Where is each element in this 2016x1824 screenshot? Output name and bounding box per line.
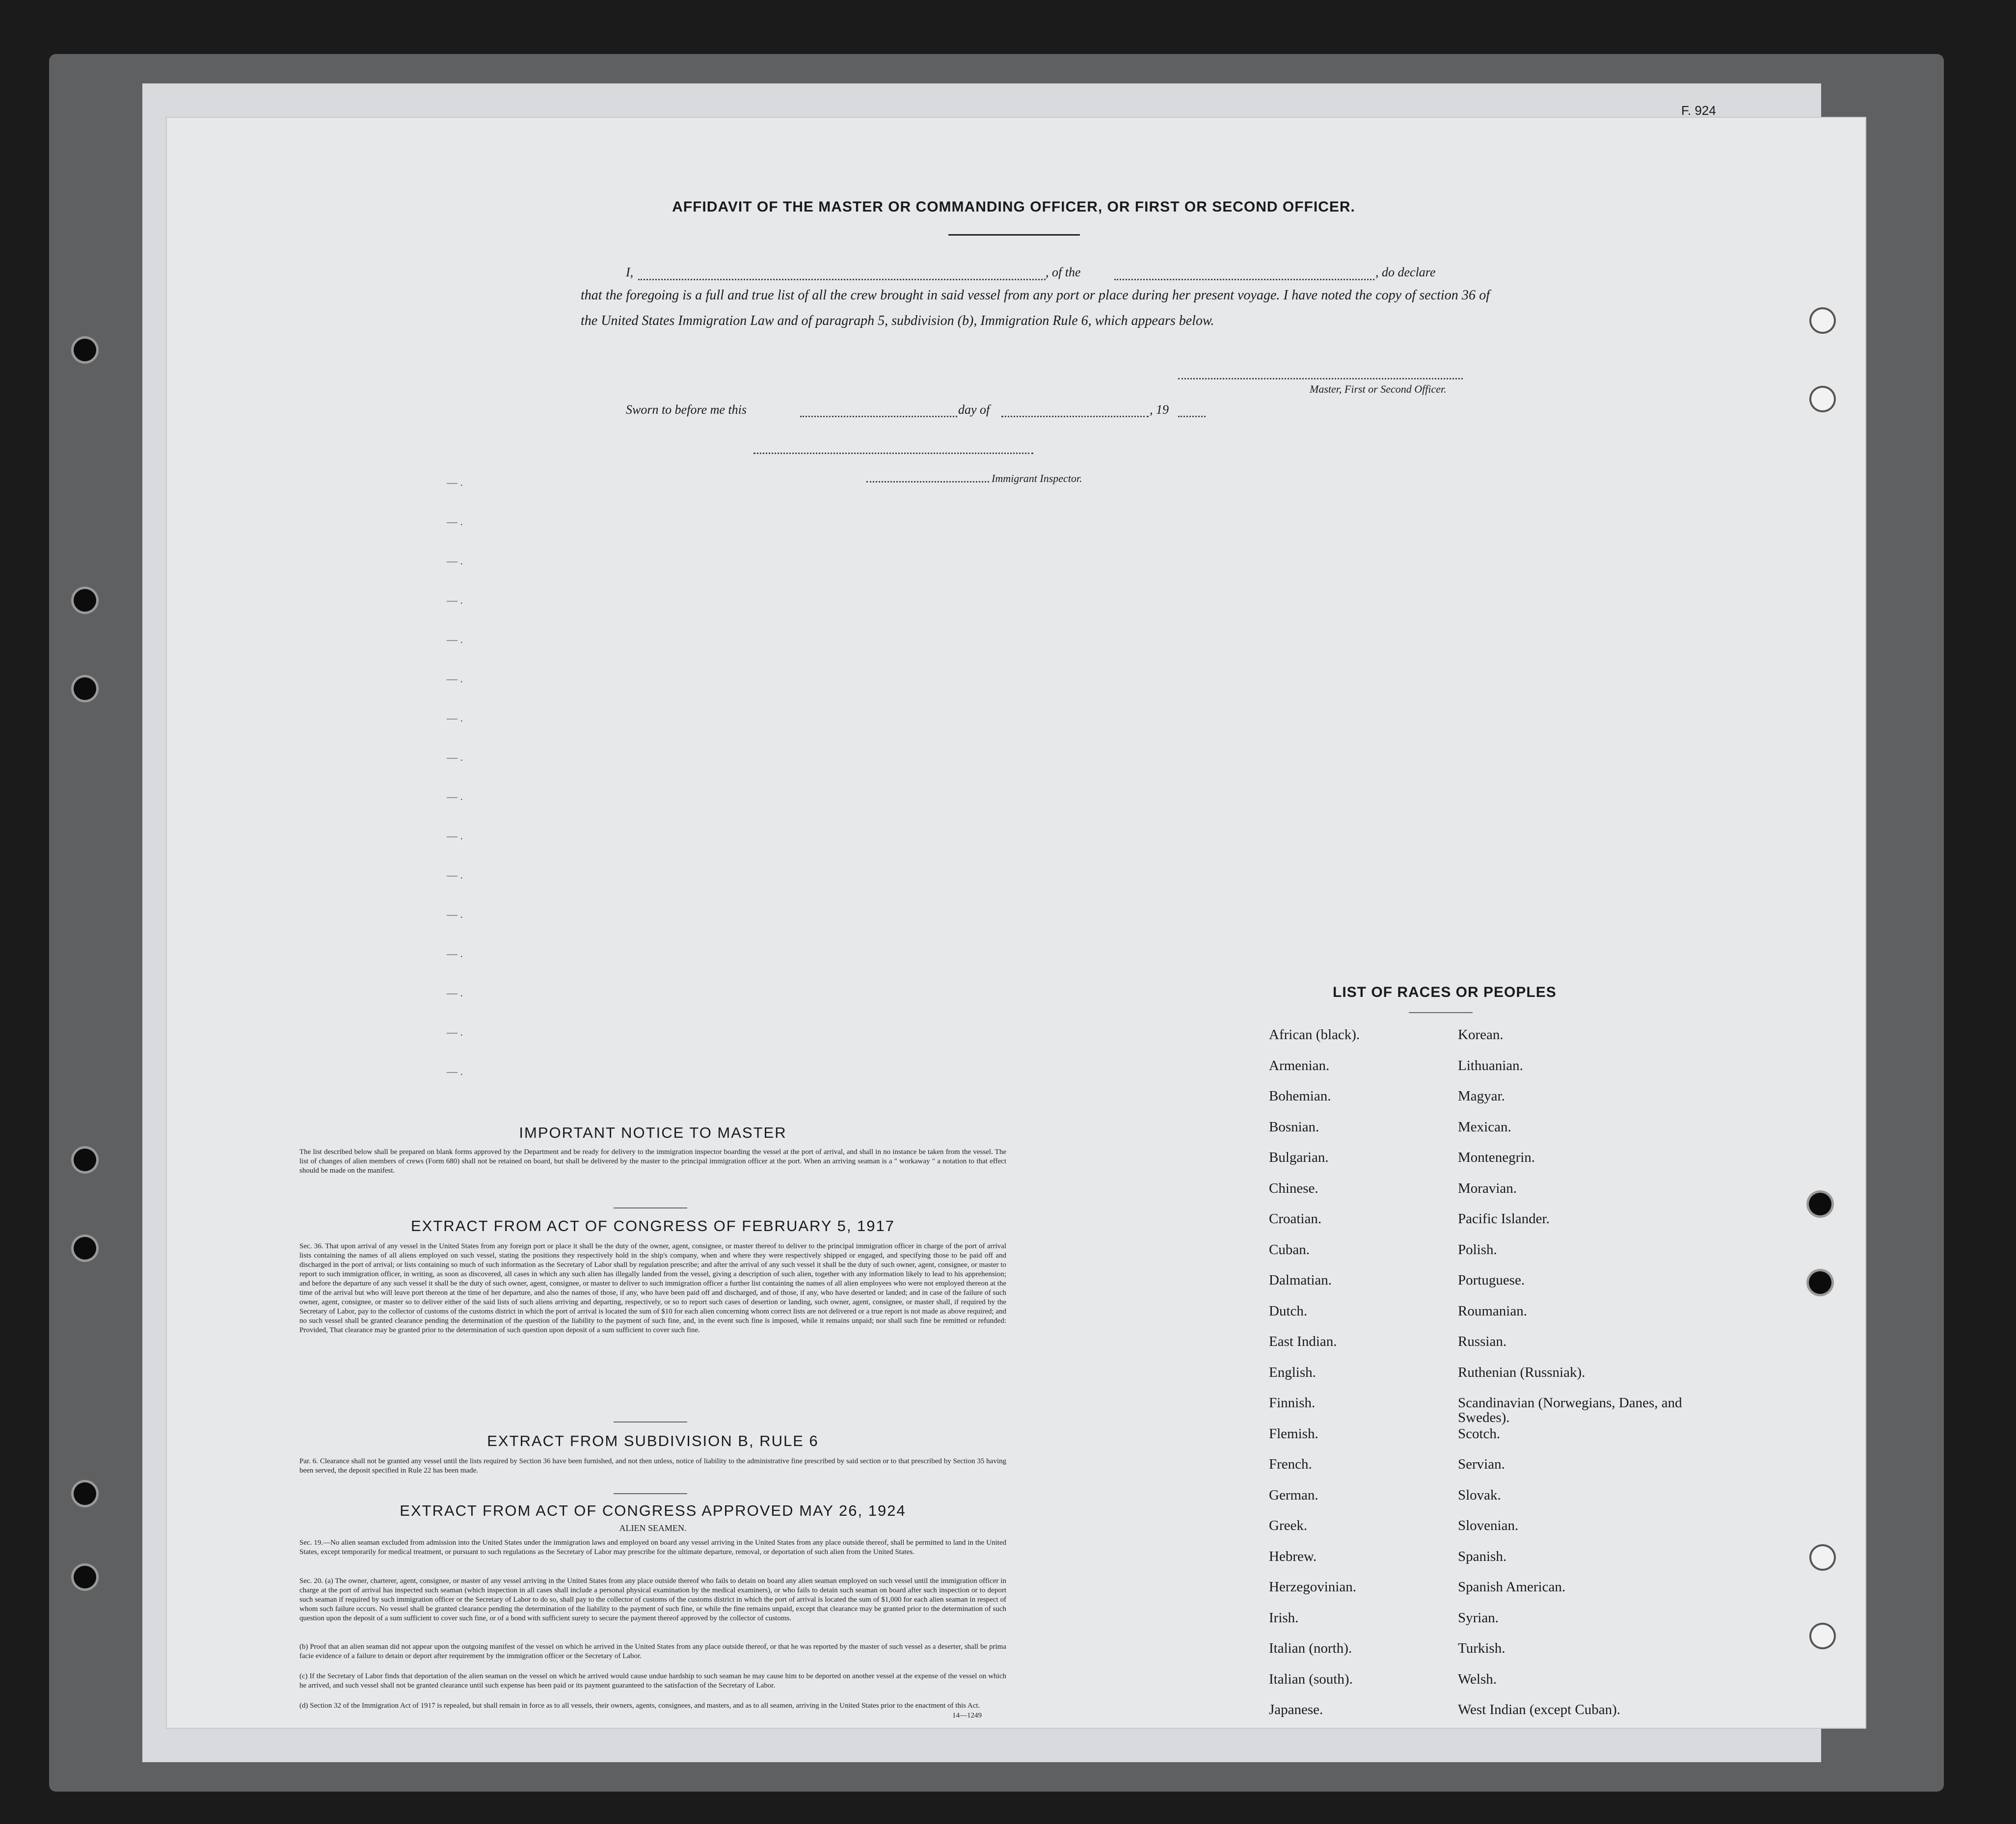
race-item: Servian.	[1458, 1456, 1505, 1472]
race-item: Spanish.	[1458, 1548, 1507, 1564]
vessel-blank	[1114, 279, 1374, 280]
race-item: Dalmatian.	[1269, 1272, 1332, 1288]
binder-hole-icon	[1809, 1193, 1831, 1215]
extract-1924-sec20a: Sec. 20. (a) The owner, charterer, agent, consignee, or master of any vessel arriving in the United States from any place outside thereof who fails to detain on board any alien seaman employed on such vessel until the immigration officer in charge at the port of arrival has inspected such seaman (which inspection in all cases shall include a personal physical examination by the medical examiners), or who fails to detain such seaman on board after such inspection or to deport such seaman if required by such immigration officer or the Secretary of Labor to do so, shall pay to the collector of customs of the customs district in which the port of arrival is located the sum of $1,000 for each alien seaman in respect of whom such failure occurs. No vessel shall be granted clearance pending the determination of the liability to the payment of such fine, or while the fine remains unpaid, except that clearance may be granted prior to the determination of such question upon the deposit of a sum sufficient to cover such fine, or of a bond with sufficient surety to secure the payment thereof approved by the collector of customs.	[299, 1577, 1006, 1622]
show-through-mark: — .	[447, 555, 463, 567]
race-item: Portuguese.	[1458, 1272, 1525, 1288]
races-left-column	[1269, 1027, 1455, 1733]
race-item: Scotch.	[1458, 1425, 1501, 1442]
race-item: Ruthenian (Russniak).	[1458, 1364, 1586, 1380]
show-through-mark: — .	[447, 751, 463, 763]
section-divider	[614, 1493, 687, 1494]
binder-hole-icon	[74, 1566, 96, 1588]
binder-ring-icon	[1811, 309, 1834, 332]
show-through-mark: — .	[447, 947, 463, 960]
race-item: Turkish.	[1458, 1640, 1505, 1656]
affidavit-body: that the foregoing is a full and true list of all the crew brought in said vessel from any port or place during her present voyage. I have noted the copy of section 36 of the United States Immigration Law and of paragraph 5, subdivision (b), Immigration Rule 6, which appears below.	[581, 288, 1490, 328]
race-item: Chinese.	[1269, 1180, 1318, 1196]
race-item: Flemish.	[1269, 1425, 1318, 1442]
race-item: Spanish American.	[1458, 1579, 1566, 1595]
extract-rule6-text: Par. 6. Clearance shall not be granted any vessel until the lists required by Section 36 have been furnished, and not then unless, notice of liability to the administrative fine prescribed by said section or to that prescribed by Section 35 having been served, the deposit specified in Rule 22 has been made.	[299, 1457, 1006, 1475]
race-item: Slovak.	[1458, 1487, 1501, 1503]
race-item: Pacific Islander.	[1458, 1211, 1550, 1227]
sworn-day-blank	[800, 416, 957, 417]
race-item: Croatian.	[1269, 1211, 1322, 1227]
race-item: Irish.	[1269, 1609, 1299, 1626]
show-through-mark: — .	[447, 515, 463, 528]
race-item: Slovenian.	[1458, 1518, 1519, 1533]
race-item: Mexican.	[1458, 1119, 1511, 1135]
races-title-rule	[1409, 1012, 1473, 1013]
sworn-year-blank	[1178, 416, 1206, 417]
race-item: Armenian.	[1269, 1057, 1330, 1073]
extract-1924-subtitle: ALIEN SEAMEN.	[619, 1523, 687, 1533]
binder-ring-icon	[1811, 1546, 1834, 1569]
race-item: Greek.	[1269, 1518, 1308, 1533]
extract-rule6-title: EXTRACT FROM SUBDIVISION B, RULE 6	[487, 1432, 819, 1449]
notice-title: IMPORTANT NOTICE TO MASTER	[519, 1124, 787, 1141]
show-through-mark: — .	[447, 1065, 463, 1077]
extract-1924-sec20c: (c) If the Secretary of Labor finds that deportation of the alien seaman on the vessel on which he arrived would cause undue hardship to such seaman he may cause him to be deported on another vessel at the expense of the vessel on which he arrived, and such vessel shall not be granted clearance until such expense has been paid or its payment guaranteed to the satisfaction of the Secretary of Labor.	[299, 1672, 1006, 1690]
master-signature-label: Master, First or Second Officer.	[1310, 383, 1447, 395]
race-item: Magyar.	[1458, 1088, 1505, 1104]
binder-hole-icon	[74, 1482, 96, 1505]
race-item: Italian (north).	[1269, 1640, 1352, 1656]
race-item: Italian (south).	[1269, 1671, 1353, 1687]
race-item: African (black).	[1269, 1027, 1360, 1043]
inspector-prefix-line	[866, 481, 989, 483]
races-right-column	[1458, 1027, 1693, 1733]
race-item: Roumanian.	[1458, 1303, 1527, 1319]
show-through-mark: — .	[447, 869, 463, 881]
show-through-mark: — .	[447, 830, 463, 842]
sworn-day-of: day of	[958, 402, 990, 417]
sworn-year: , 19	[1150, 402, 1169, 417]
race-item: Montenegrin.	[1458, 1150, 1535, 1165]
race-item: Cuban.	[1269, 1241, 1310, 1258]
binder-ring-icon	[1811, 1625, 1834, 1647]
show-through-mark: — .	[447, 790, 463, 803]
race-item: Syrian.	[1458, 1609, 1499, 1626]
inspector-signature-line	[753, 453, 1033, 454]
binder-hole-icon	[74, 589, 96, 612]
affidavit-title: AFFIDAVIT OF THE MASTER OR COMMANDING OFFICER, OR FIRST OR SECOND OFFICER.	[672, 199, 1355, 215]
race-item: West Indian (except Cuban).	[1458, 1702, 1621, 1717]
binder-ring-icon	[1811, 388, 1834, 410]
sworn-month-blank	[1001, 416, 1149, 417]
race-item: Herzegovinian.	[1269, 1579, 1356, 1595]
show-through-mark: — .	[447, 476, 463, 488]
sworn-text: Sworn to before me this	[626, 402, 747, 417]
race-item: German.	[1269, 1487, 1318, 1503]
binder-hole-icon	[74, 339, 96, 361]
affidavit-of-the: , of the	[1046, 265, 1081, 279]
race-item: Japanese.	[1269, 1702, 1323, 1717]
race-item: Russian.	[1458, 1334, 1507, 1349]
binder-hole-icon	[74, 677, 96, 700]
race-item: English.	[1269, 1364, 1316, 1380]
race-item: East Indian.	[1269, 1334, 1337, 1349]
race-item: Welsh.	[1458, 1671, 1497, 1687]
race-item: Scandinavian (Norwegians, Danes, and Swedes).	[1458, 1395, 1682, 1425]
inspector-label: Immigrant Inspector.	[992, 472, 1082, 484]
extract-1924-sec20b: (b) Proof that an alien seaman did not appear upon the outgoing manifest of the vessel on which he arrived in the United States from any place outside thereof, or that he was reported by the master of such vessel as a deserter, shall be prima facie evidence of a failure to detain or deport after requirement by the immigration officer or the Secretary of Labor.	[299, 1643, 1006, 1660]
extract-1924-sec19: Sec. 19.—No alien seaman excluded from admission into the United States under the immigration laws and employed on board any vessel arriving in the United States from any place outside thereof, shall be permitted to land in the United States, except temporarily for medical treatment, or pursuant to such regulations as the Secretary of Labor may prescribe for the ultimate departure, removal, or deportation of such alien from the United States.	[299, 1539, 1006, 1556]
race-item: Bulgarian.	[1269, 1150, 1329, 1165]
race-item: Hebrew.	[1269, 1548, 1317, 1564]
show-through-mark: — .	[447, 594, 463, 606]
race-item: Dutch.	[1269, 1303, 1308, 1319]
name-blank	[638, 279, 1046, 280]
print-code: 14—1249	[952, 1712, 982, 1719]
extract-1924-sec20d: (d) Section 32 of the Immigration Act of 1917 is repealed, but shall remain in force as to all vessels, their owners, agents, consignees, and masters, and as to all seamen, arriving in the United States prior to the enactment of this Act.	[299, 1702, 980, 1710]
form-page	[167, 103, 1865, 1728]
notice-text: The list described below shall be prepared on blank forms approved by the Department and be ready for delivery to the immigration inspector boarding the vessel at the port of arrival, and shall in no instance be taken from the vessel. The list of changes of alien members of crews (Form 680) shall not be retained on board, but shall be delivered by the master to the principal immigration officer at the port. When an arriving seaman is a " workaway " a notation to that effect should be made on the manifest.	[299, 1148, 1006, 1175]
show-through-mark: — .	[447, 987, 463, 999]
binder-hole-icon	[1809, 1271, 1831, 1294]
race-item: Lithuanian.	[1458, 1057, 1523, 1073]
race-item: Finnish.	[1269, 1395, 1316, 1411]
section-divider	[614, 1207, 687, 1208]
race-item: Bosnian.	[1269, 1119, 1319, 1135]
race-item: French.	[1269, 1456, 1312, 1472]
show-through-mark: — .	[447, 1026, 463, 1038]
binder-hole-icon	[74, 1149, 96, 1171]
race-item: Korean.	[1458, 1027, 1504, 1043]
master-signature-line	[1178, 378, 1463, 379]
show-through-mark: — .	[447, 672, 463, 685]
extract-1924-title: EXTRACT FROM ACT OF CONGRESS APPROVED MAY 26, 1924	[400, 1502, 906, 1519]
race-item: Bohemian.	[1269, 1088, 1331, 1104]
races-title: LIST OF RACES OR PEOPLES	[1333, 984, 1557, 1000]
title-rule	[948, 234, 1080, 236]
show-through-mark: — .	[447, 633, 463, 645]
show-through-mark: — .	[447, 908, 463, 920]
affidavit-declare: , do declare	[1375, 265, 1436, 279]
extract-1917-text: Sec. 36. That upon arrival of any vessel in the United States from any foreign port or place it shall be the duty of the owner, agent, consignee, or master thereof to deliver to the principal immigration officer in charge of the port of arrival lists containing the names of all aliens employed on such vessel, stating the positions they respectively hold in the ship's company, when and where they were respectively shipped or engaged, and specifying those to be paid off and discharged in the port of arrival; or lists containing so much of such information as the Secretary of Labor shall by regulation prescribe; and after the arrival of any such vessel it shall be the duty of such owner, agent, consignee, or master to report to such immigration officer, in writing, as soon as discovered, all cases in which any such alien has illegally landed from the vessel, giving a description of such alien, together with any information likely to lead to his apprehension; and before the departure of any such vessel it shall be the duty of such owner, agent, consignee, or master to deliver to such immigration officer a further list containing the names of all alien employees who were not employed thereon at the time of the arrival but who will leave port thereon at the time of her departure, and also the names of those, if any, who have been paid off and discharged, and of those, if any, who have deserted or landed; and in case of the failure of such owner, agent, consignee, or master so to deliver either of the said lists of such aliens arriving and departing, respectively, or so to report such cases of desertion or landing, such owner, agent, consignee, or master shall, if required by the Secretary of Labor, pay to the collector of customs of the customs district in which the port of arrival is located the sum of $10 for each alien concerning whom correct lists are not delivered or a true report is not made as above required; and no such vessel shall be granted clearance pending the determination of the question of the liability to the payment of such fine, and, in the event such fine is imposed, while it remains unpaid; nor shall such fine be remitted or refunded: Provided, That clearance may be granted prior to the determination of such question upon deposit of a sum sufficient to cover such fine.	[299, 1242, 1006, 1334]
extract-1917-title: EXTRACT FROM ACT OF CONGRESS OF FEBRUARY 5, 1917	[410, 1217, 895, 1234]
race-item: Polish.	[1458, 1241, 1497, 1258]
binder-hole-icon	[74, 1237, 96, 1260]
race-item: Moravian.	[1458, 1180, 1517, 1196]
show-through-mark: — .	[447, 712, 463, 724]
affidavit-i: I,	[626, 265, 634, 279]
form-number: F. 924	[1681, 103, 1716, 118]
